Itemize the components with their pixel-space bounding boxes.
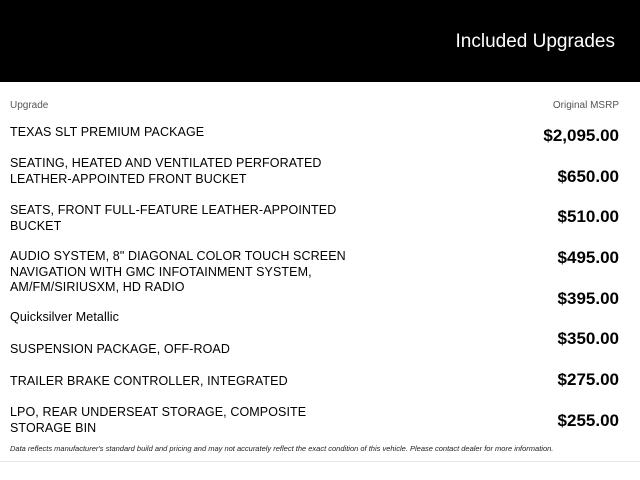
price-texas-slt: $2,095.00 (543, 126, 619, 145)
upgrade-name-seats: SEATS, FRONT FULL-FEATURE LEATHER-APPOINTED BUCKET (10, 203, 337, 233)
page-title: Included Upgrades (455, 31, 615, 52)
header-bar (0, 0, 640, 82)
price-seats: $510.00 (557, 207, 619, 226)
column-header-upgrade: Upgrade (10, 100, 49, 111)
upgrade-name-paint: Quicksilver Metallic (10, 310, 119, 324)
upgrade-name-trailer-brake: TRAILER BRAKE CONTROLLER, INTEGRATED (10, 374, 288, 388)
disclaimer-text: Data reflects manufacturer's standard build and pricing and may not accurately reflect the exact condition of this vehicle. Please contact dealer for more information. (10, 444, 554, 453)
upgrade-name-texas-slt: TEXAS SLT PREMIUM PACKAGE (10, 125, 205, 139)
upgrade-name-audio-system: AUDIO SYSTEM, 8" DIAGONAL COLOR TOUCH SCREEN NAVIGATION WITH GMC INFOTAINMENT SYSTEM, AM/FM/SIRIUSXM, HD RADIO (10, 249, 346, 294)
price-suspension: $350.00 (557, 329, 619, 348)
price-paint: $395.00 (557, 289, 619, 308)
price-lpo-storage: $255.00 (557, 411, 619, 430)
price-audio-system: $495.00 (557, 248, 619, 267)
upgrade-name-suspension: SUSPENSION PACKAGE, OFF-ROAD (10, 342, 230, 356)
price-trailer-brake: $275.00 (557, 370, 619, 389)
bottom-divider (0, 461, 640, 462)
upgrade-name-lpo-storage: LPO, REAR UNDERSEAT STORAGE, COMPOSITE STORAGE BIN (10, 405, 307, 435)
price-seating: $650.00 (557, 167, 619, 186)
column-header-msrp: Original MSRP (552, 100, 619, 111)
upgrade-name-seating: SEATING, HEATED AND VENTILATED PERFORATED LEATHER-APPOINTED FRONT BUCKET (10, 156, 322, 186)
